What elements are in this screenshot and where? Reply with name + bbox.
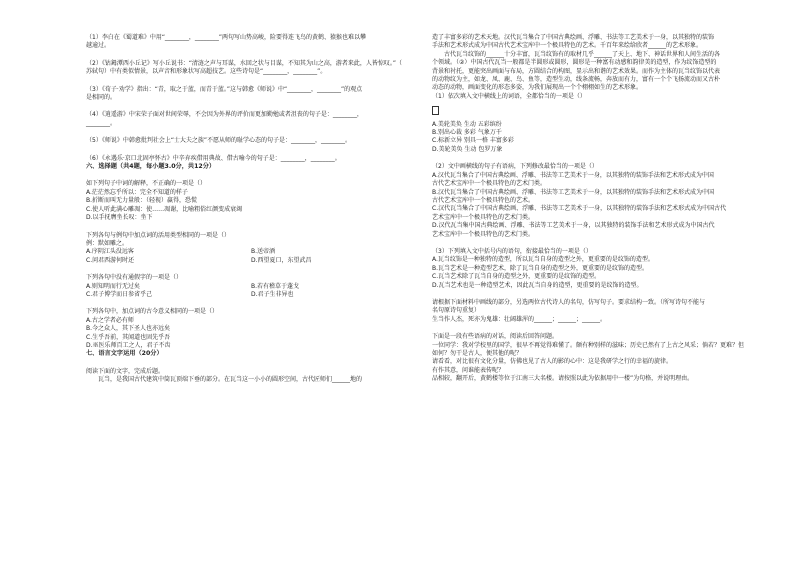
reading-q3-stem: （3）下列填入文中括号内的语句，衔接最恰当的一项是（） bbox=[432, 247, 592, 255]
dialogue-intro: 下面是一段有些语病的对话，阅读后回答问题。 bbox=[432, 333, 559, 341]
choice-1-stem: 如下列句子中词的解释，不正确的一项是（） bbox=[86, 180, 207, 188]
question-fill-2-line-2: 苏轼句）中有类似情景，以声音和形象状写高超技艺。这些诗句是“________，________”。 bbox=[86, 68, 327, 76]
choice-3-option-a: A.则知明而行无过矣 bbox=[86, 282, 140, 290]
reading-q1-option-a: A.美轮美奂 生动 五彩缤纷 bbox=[432, 120, 502, 128]
reading-q2-option-d-line-1: D.汉代瓦当集中国古典绘画、浮雕、书法等工艺美术于一身，以其独特的装饰手法和艺术形式成为中国古代 bbox=[432, 222, 715, 230]
passage-para-2-line-1: 古代瓦当纹饰的______十分丰富，瓦当纹饰有的取材几乎______了天上、地下、神话世界和人间生活的各 bbox=[444, 50, 721, 58]
reading-q1-option-c: C.标新立异 别具一格 丰富多彩 bbox=[432, 137, 514, 145]
dialogue-line-4: 有作其意，问谁能表传呢？ bbox=[432, 366, 505, 374]
choice-2-option-d: D.西望夏口，东望武昌 bbox=[251, 256, 312, 264]
choice-1-option-d: D.以手抚膺坐长叹：坐下 bbox=[86, 214, 153, 222]
choice-1-option-b: B.折断而叫无力量般：（轻视）赢得，恐慌 bbox=[86, 197, 198, 205]
reading-q2-option-a-line-2: 古代艺术宝库中一个极具特色的艺术门类。 bbox=[432, 180, 547, 188]
choice-2-option-a: A.序阴江头没远客 bbox=[86, 248, 134, 256]
question-fill-6: （6）《永遇乐·京口北固亭怀古》中辛弃疾借用典故、借古喻今的句子是：________，________。 bbox=[86, 154, 341, 162]
passage-para-1-line-1: 造了丰富多彩的艺术天地。汉代瓦当集合了中国古典绘画、浮雕、书法等工艺美术于一身，以其独特的装饰 bbox=[432, 34, 715, 41]
reading-q2-option-b-line-1: B.汉代瓦当集合了中国古典绘画、浮雕、书法等工艺美术于一身，以其独特的装饰手法和艺术形式成为中国 bbox=[432, 188, 715, 196]
reading-q3-option-b: B.瓦当艺术是一种造型艺术，除了瓦当自身的造型之外，更重要的是纹饰的造型。 bbox=[432, 264, 649, 272]
choice-2-stem: 下列各句与例句中加点词的活用类型相同的一项是（） bbox=[86, 231, 231, 239]
reading-q2-option-c-line-2: 艺术宝库中一个极具特色的艺术门类。 bbox=[432, 213, 535, 221]
choice-3-options-row-2 bbox=[86, 291, 416, 299]
choice-2-option-b: B.送帝酒 bbox=[251, 248, 276, 256]
right-column bbox=[432, 34, 768, 384]
reading-q2-option-c-line-1: C.汉代瓦当集合了中国古典绘画、浮雕、书法等工艺美术于一身，以其独特的装饰手法和艺术形式成为中国古代 bbox=[432, 205, 727, 213]
passage-para-1-line-2: 手法和艺术形式成为中国古代艺术宝库中一个极具特色的艺术。千百年来绘给欣者______的艺术形象。 bbox=[432, 42, 703, 50]
question-fill-3-line-2: 是相同的。 bbox=[86, 94, 117, 102]
choice-4-option-b: B.今之众人，其下圣人也亦远矣 bbox=[86, 325, 171, 333]
choice-3-option-c: C.君子博学而日参省乎己 bbox=[86, 290, 153, 298]
reading-q1-option-d: D.美轮美奂 生动 包罗万象 bbox=[432, 145, 503, 153]
left-column bbox=[86, 34, 416, 385]
passage-para-2-line-5: 动态的动物，画面变化的形态多姿，为我们展现出一个个栩栩如生的艺术形象。 bbox=[432, 84, 643, 92]
question-fill-3-line-1: （3）《荀子·劝学》指出：“青，取之于蓝，而青于蓝。”这与韩愈《师说》中“________，________”的观点 bbox=[86, 85, 363, 93]
reading-q3-option-d: D.瓦当艺术也是一种造型艺术，因此瓦当自身的造型，更重要的是纹饰的造型。 bbox=[432, 281, 643, 289]
imitation-answer-line: 生当作人杰，死亦为鬼雄：壮阔雄浑的______；______；______。 bbox=[432, 315, 607, 323]
choice-4-option-a: A.古之学者必有师 bbox=[86, 316, 134, 324]
dialogue-line-2: 如何？勿干是古人，便其他的呢？ bbox=[432, 350, 523, 357]
question-fill-5: （5）《师说》中韩愈批判社会上“士大夫之族”不愿从师的耻学心态的句子是：________，________。 bbox=[86, 137, 352, 145]
passage-para-2-line-3: 背景和衬托，更能突出画面与布局，方圆结合的构图，显示出和谐的艺术效果。而作为主体的瓦当纹饰以代表 bbox=[432, 67, 721, 75]
choice-3-option-d: D.君子生非异也 bbox=[251, 290, 294, 298]
reading-q2-stem: （2）文中画横线的句子有语病，下列修改最恰当的一项是（） bbox=[432, 163, 598, 171]
choice-3-option-b: B.若有稽草于蓬戈 bbox=[251, 282, 300, 290]
choice-2-example: 例：默如雕之。 bbox=[86, 239, 129, 247]
dialogue-line-3: 请看看，对比很有文化分量，仿佛也见了古人的影的心中：这是我研学之行的幸福的旋律。 bbox=[432, 358, 673, 366]
section-6-heading: 六、选择题（共4题，每小题3.0分，共12分） bbox=[86, 163, 216, 171]
choice-4-option-c: C.生乎吾前，其闻道也固先乎吾 bbox=[86, 333, 171, 341]
answer-box bbox=[432, 106, 439, 115]
imitation-question-line-1: 请根据下面材料中画线的部分，另选两位古代诗人的名句，仿写句子。要求结构一致。（所写诗句不能与 bbox=[432, 298, 706, 306]
reading-q2-option-b-line-2: 古代艺术宝库中一个极具特色的艺术。 bbox=[432, 196, 535, 204]
reading-q3-option-c: C.瓦当艺术除了瓦当自身的造型之外，更重要的是纹饰的造型。 bbox=[432, 273, 601, 281]
question-fill-2-line-1: （2）《钴鉧潭西小丘记》写小丘说书：“清涟之声与耳谋，水回之状与目谋，不知其为山之高，游者来此，人皆惊叹。”（ bbox=[86, 59, 403, 67]
choice-4-option-d: D.巫医乐师百工之人，君子不齿 bbox=[86, 341, 171, 349]
imitation-question-line-2: 名句原诗句重复） bbox=[432, 307, 481, 315]
choice-1-option-a: A.茫茫然忘乎所以：完全不知道的样子 bbox=[86, 188, 188, 196]
question-fill-4-line-2: ________。 bbox=[86, 119, 117, 127]
passage-para-2-line-2: 个领域。（②）中国古代瓦当一般都是半圆形或圆形，圆形是一种富有动感和韵律美的造型，作为纹饰造型的 bbox=[432, 59, 717, 67]
reading-q2-option-a-line-1: A.汉代瓦当集合了中国古典绘画、浮雕、书法等工艺美术于一身，以其独特的装饰手法和艺术形式成为中国 bbox=[432, 171, 714, 179]
choice-4-stem: 下列各句中，加点词的古今意义相同的一项是（） bbox=[86, 308, 219, 316]
choice-2-option-c: C.问君西游何时还 bbox=[86, 256, 135, 264]
reading-q1-option-b: B.别出心裁 多彩 气象万千 bbox=[432, 129, 502, 137]
question-fill-1-line-1: （1）李白在《蜀道难》中用“________，________”两句写山势高峻，险要得连飞鸟的黄鹤、猿猴也难以攀 bbox=[86, 34, 367, 41]
dialogue-line-1: 一位同学：我对学校里的国学，很早不再觉得难懂了。颇有种别样的滋味；历史已然有了上古之风采；倘若？更难？但 bbox=[432, 341, 745, 349]
dialogue-line-5: 品相较，翻开后，黄鹤楼等位于江南三大名楼。请按照以此为依据用中一楼”为句格，并说明理由。 bbox=[432, 375, 694, 383]
choice-2-options-row-2 bbox=[86, 257, 416, 265]
passage-para-2-line-4: 的动物纹为主，如龙、凤、鹿、鸟、鱼等，造型生动，线条流畅，奔放而有力，富有一个个飞扬流动而又古朴 bbox=[432, 76, 721, 84]
reading-intro: 阅读下面的文字，完成后题。 bbox=[86, 367, 165, 375]
question-fill-1-line-2: 越逾过。 bbox=[86, 42, 111, 50]
reading-q1-stem: （1）依次填入文中横线上的词语，全都恰当的一项是（） bbox=[432, 92, 586, 100]
reading-q3-option-a: A.瓦当纹饰是一种独特的造型，所以瓦当自身的造型之外，更重要的是纹饰的造型。 bbox=[432, 256, 654, 264]
question-fill-4-line-1: （4）《逍遥游》中宋荣子面对世间荣辱，不会因为外界的评价而更加勤勉或者沮丧的句子是：________， bbox=[86, 111, 363, 119]
section-7-heading: 七、语言文字运用（20分） bbox=[86, 350, 163, 358]
reading-q2-option-d-line-2: 艺术宝库中一个极具特色的艺术门类。 bbox=[432, 230, 535, 238]
choice-1-option-c: C.使人听此满心雕凋：使……凋谢，比喻粗俗红颜变成衰竭 bbox=[86, 205, 243, 213]
choice-3-options-row-1 bbox=[86, 283, 416, 291]
reading-passage-start: 瓦当，是我国古代建筑中筒瓦顶端下垂的部分。在瓦当这一小小的圆形空间，古代匠师们______地的 bbox=[98, 376, 363, 384]
choice-2-options-row-1 bbox=[86, 248, 416, 256]
choice-3-stem: 下列各句中没有通假字的一项是（） bbox=[86, 274, 183, 282]
